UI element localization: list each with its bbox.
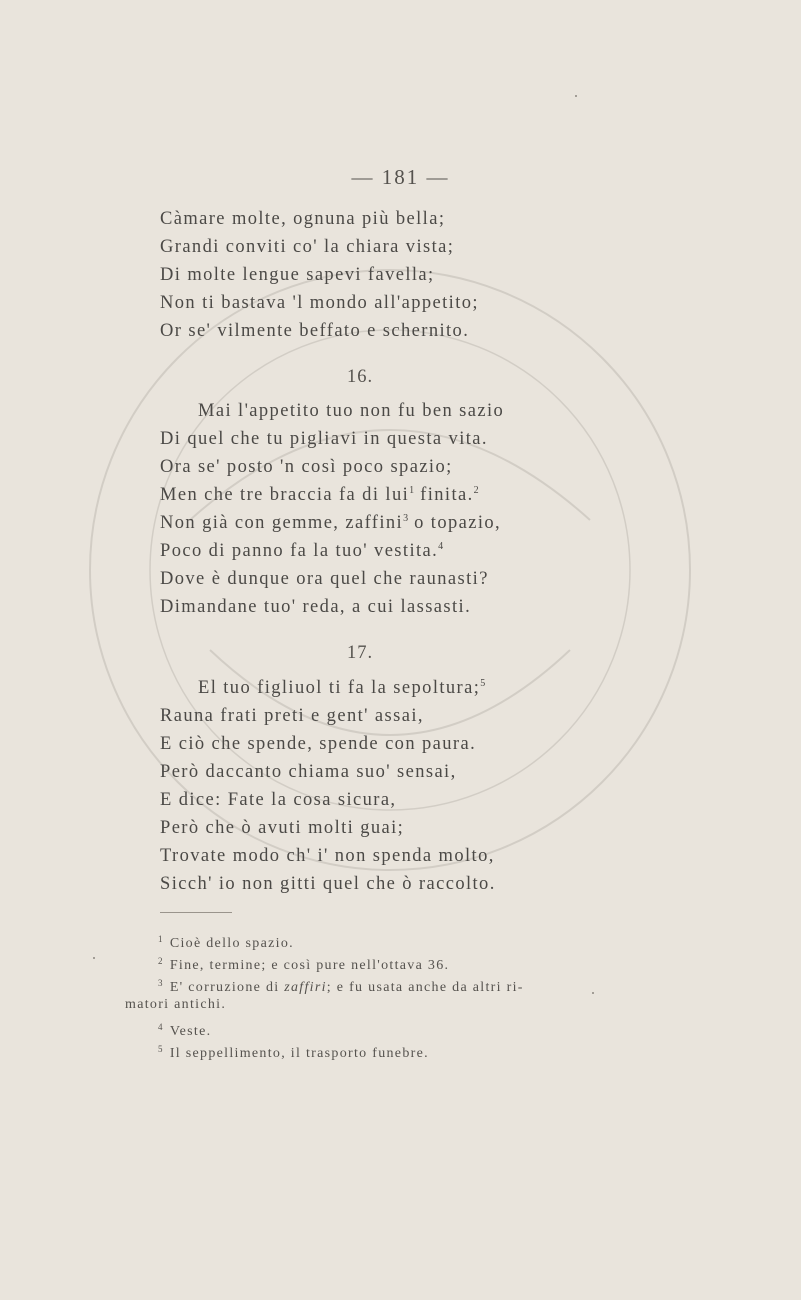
footnote-mark: 3 — [158, 978, 164, 988]
footnote — [125, 972, 625, 994]
footnote-mark: 5 — [158, 1044, 164, 1054]
verse-line — [160, 481, 504, 509]
verse-line: Non ti bastava 'l mondo all'appetito; — [160, 293, 479, 313]
footnote-continuation: matori antichi. — [125, 997, 227, 1012]
verse-line — [160, 509, 504, 537]
footnote-ref: 4 — [438, 541, 444, 552]
stanza-17 — [160, 674, 496, 898]
verse-line: Dove è dunque ora quel che raunasti? — [160, 569, 489, 589]
verse-line: Càmare molte, ognuna più bella; — [160, 209, 446, 229]
footnote-italic: zaffiri — [284, 980, 327, 995]
verse-line: Grandi conviti co' la chiara vista; — [160, 237, 455, 257]
stanza-continuation — [160, 205, 479, 345]
footnote-ref: 1 — [409, 485, 415, 496]
stanza-16 — [160, 397, 504, 621]
verse-line: Però che ò avuti molti guai; — [160, 818, 405, 838]
footnote — [125, 1038, 625, 1060]
footnote-mark: 1 — [158, 934, 164, 944]
verse-line: Rauna frati preti e gent' assai, — [160, 706, 424, 726]
footnote-mark: 4 — [158, 1022, 164, 1032]
verse-line: E dice: Fate la cosa sicura, — [160, 790, 397, 810]
verse-line: Mai l'appetito tuo non fu ben sazio — [198, 401, 505, 421]
verse-text: o topazio, — [408, 513, 502, 533]
footnote-text: E' corruzione di — [169, 980, 285, 995]
footnote-text: ; e fu usata anche da altri ri- — [326, 980, 524, 995]
verse-text: Non già con gemme, zaffini — [160, 513, 404, 533]
stanza-number: 17. — [346, 643, 374, 663]
paper-speck — [575, 95, 577, 97]
footnote-ref: 3 — [403, 513, 409, 524]
footnote-divider — [160, 912, 232, 913]
footnote-text: Fine, termine; e così pure nell'ottava 36. — [169, 958, 450, 973]
verse-line: Di molte lengue sapevi favella; — [160, 265, 435, 285]
verse-line: Trovate modo ch' i' non spenda molto, — [160, 846, 495, 866]
verse-line: Di quel che tu pigliavi in questa vita. — [160, 429, 488, 449]
stanza-number: 16. — [346, 367, 374, 387]
verse-line: Dimandane tuo' reda, a cui lassasti. — [160, 597, 472, 617]
footnote — [125, 950, 625, 972]
paper-speck — [93, 957, 95, 959]
verse-text: finita. — [414, 485, 474, 505]
footnote-text: Veste. — [169, 1024, 212, 1039]
footnote-ref: 5 — [480, 678, 486, 689]
verse-line: Or se' vilmente beffato e schernito. — [160, 321, 470, 341]
verse-line: Ora se' posto 'n così poco spazio; — [160, 457, 453, 477]
verse-line — [160, 537, 504, 565]
verse-line: Sicch' io non gitti quel che ò raccolto. — [160, 874, 496, 894]
verse-text: El tuo figliuol ti fa la sepoltura; — [198, 678, 481, 698]
verse-text: Poco di panno fa la tuo' vestita. — [160, 541, 439, 561]
footnote-text: Il seppellimento, il trasporto funebre. — [169, 1046, 429, 1061]
paper-speck — [592, 992, 594, 994]
footnote-text: Cioè dello spazio. — [169, 936, 294, 951]
verse-text: Men che tre braccia fa di lui — [160, 485, 410, 505]
footnote-mark: 2 — [158, 956, 164, 966]
verse-line: Però daccanto chiama suo' sensai, — [160, 762, 457, 782]
footnote-ref: 2 — [473, 485, 479, 496]
verse-line: E ciò che spende, spende con paura. — [160, 734, 477, 754]
footnote — [125, 928, 625, 950]
page-number: — 181 — — [351, 165, 450, 189]
verse-line — [160, 674, 496, 702]
footnote — [125, 1016, 625, 1038]
footnotes — [125, 928, 625, 1060]
